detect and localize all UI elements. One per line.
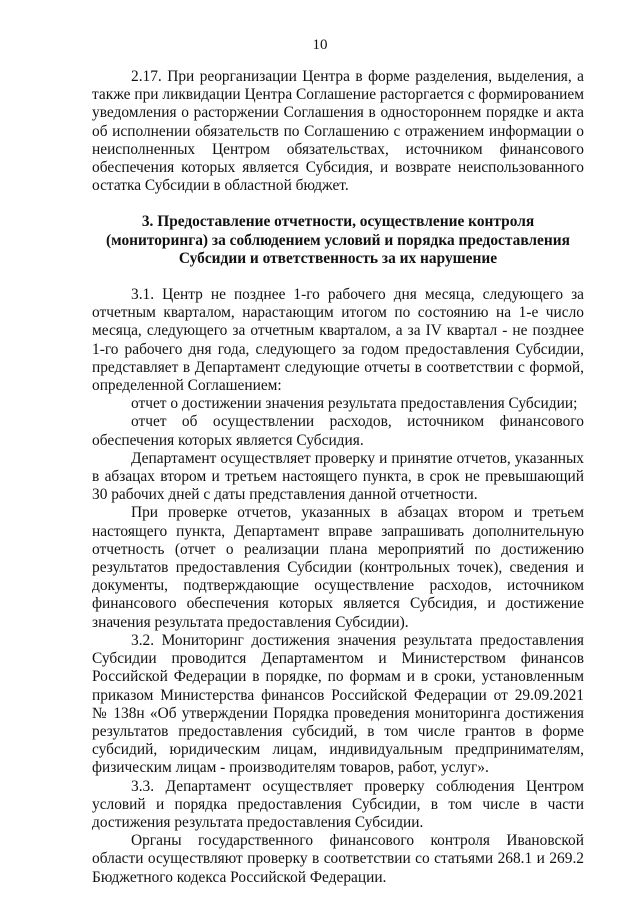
paragraph-financial-control: Органы государственного финансового контроля Ивановской области осуществляют проверку в соответствии со статьями 268.1 и 269.2 Бюджетного кодекса Российской Федерации. — [92, 832, 584, 886]
paragraph-department-check: Департамент осуществляет проверку и принятие отчетов, указанных в абзацах втором и третьем настоящего пункта, в срок не превышающий 30 рабочих дней с даты представления данной отчетности. — [92, 449, 584, 504]
paragraph-2-17: 2.17. При реорганизации Центра в форме разделения, выделения, а также при ликвидации Центра Соглашение расторгается с формированием уведомления о расторжении Соглашения в одностороннем порядке и акта об исполнении обязательств по Соглашению с отражением информации о неисполненных Центром обязательствах, источником финансового обеспечения которых является Субсидия, и возврате неиспользованного остатка Субсидии в областной бюджет. — [92, 68, 584, 195]
section-3-heading — [92, 213, 584, 268]
paragraph-additional-reporting: При проверке отчетов, указанных в абзацах втором и третьем настоящего пункта, Департамент вправе запрашивать дополнительную отчетность (отчет о реализации плана мероприятий по достижению результатов предоставления Субсидии (контрольных точек), сведения и документы, подтверждающие осуществление расходов, источником финансового обеспечения которых является Субсидия, и достижение значения результата предоставления Субсидии). — [92, 504, 584, 631]
paragraph-3-1: 3.1. Центр не позднее 1-го рабочего дня месяца, следующего за отчетным кварталом, нарастающим итогом по состоянию на 1-е число месяца, следующего за отчетным кварталом, а за IV квартал - не позднее 1-го рабочего дня года, следующего за годом предоставления Субсидии, представляет в Департамент следующие отчеты в соответствии с формой, определенной Соглашением: — [92, 286, 584, 395]
paragraph-report-expenses: отчет об осуществлении расходов, источником финансового обеспечения которых является Субсидия. — [92, 413, 584, 449]
section-3-heading-line: (мониторинга) за соблюдением условий и порядка предоставления — [106, 231, 570, 249]
section-3-heading-line: Субсидии и ответственность за их нарушение — [178, 249, 498, 267]
section-3-heading-line: 3. Предоставление отчетности, осуществление контроля — [141, 213, 535, 231]
paragraph-3-2: 3.2. Мониторинг достижения значения результата предоставления Субсидии проводится Департаментом и Министерством финансов Российской Федерации в порядке, по формам и в сроки, установленным приказом Министерства финансов Российской Федерации от 29.09.2021 № 138н «Об утверждении Порядка проведения мониторинга достижения результатов предоставления субсидий, в том числе грантов в форме субсидий, юридическим лицам, индивидуальным предпринимателям, физическим лицам - производителям товаров, работ, услуг». — [92, 631, 584, 777]
page-number: 10 — [312, 37, 328, 53]
document-body — [92, 68, 584, 887]
paragraph-3-3: 3.3. Департамент осуществляет проверку соблюдения Центром условий и порядка предоставления Субсидии, в том числе в части достижения результата предоставления Субсидии. — [92, 777, 584, 831]
paragraph-report-result: отчет о достижении значения результата предоставления Субсидии; — [131, 395, 578, 413]
